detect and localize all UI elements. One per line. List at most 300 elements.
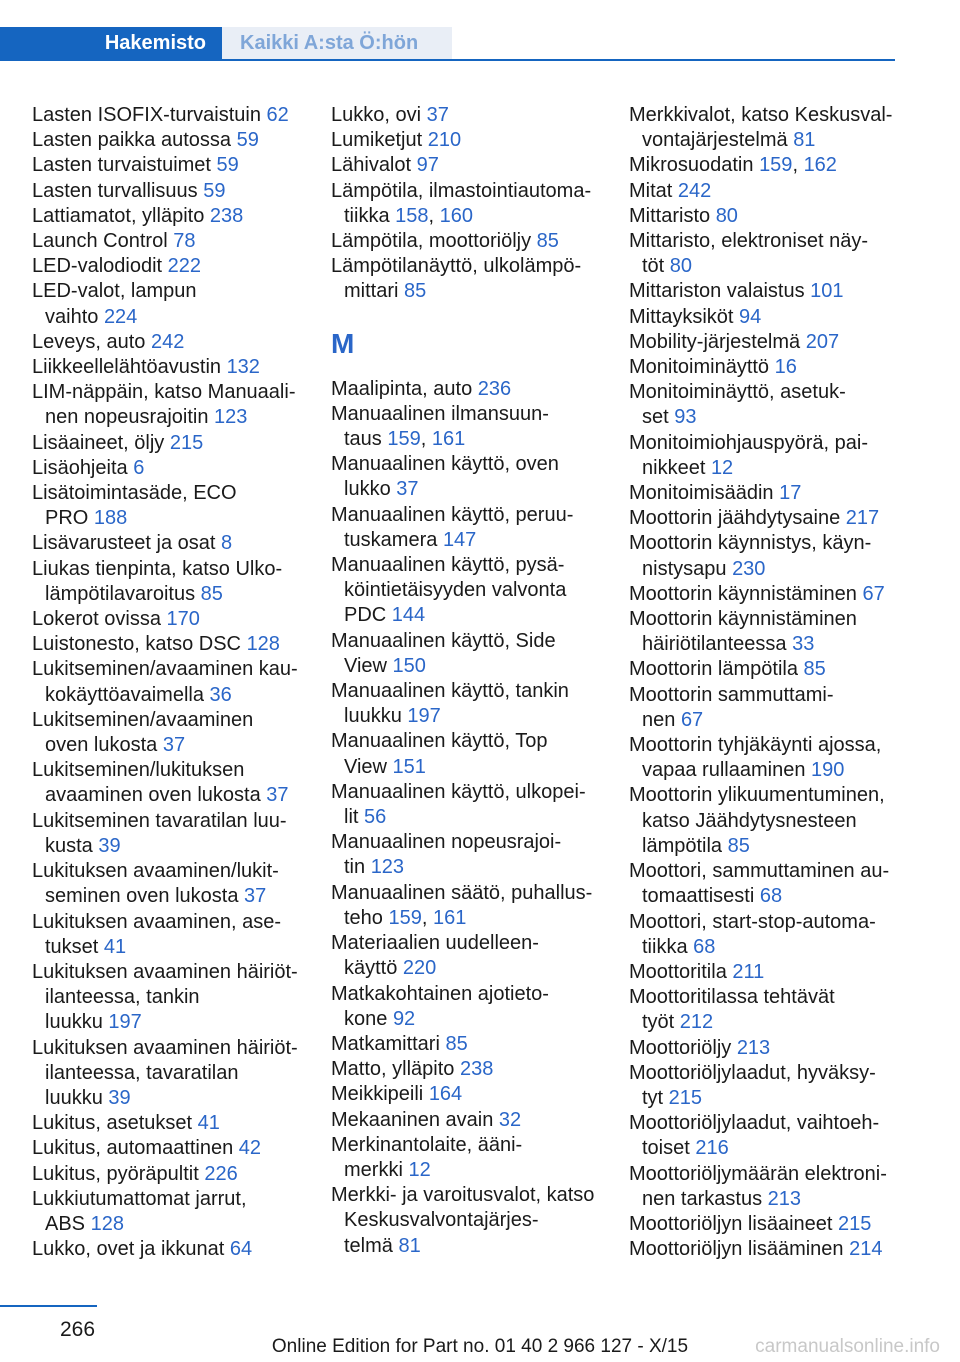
- index-entry-text: Matkakohtainen ajotieto-: [331, 982, 549, 1005]
- index-entry: [32, 153, 304, 178]
- index-entry: [32, 607, 304, 632]
- index-entry: [32, 279, 304, 329]
- index-entry-text: Moottoriöljyn lisääminen: [629, 1238, 850, 1261]
- index-entry: [629, 607, 901, 657]
- index-entry-text: Merkkivalot, katso Keskusval-: [629, 104, 893, 126]
- page-link[interactable]: 36: [209, 683, 232, 706]
- page-link[interactable]: 85: [536, 230, 559, 253]
- index-entry: [32, 254, 304, 279]
- index-entry: [32, 758, 304, 808]
- page-link[interactable]: 39: [108, 1086, 131, 1109]
- index-entry: [331, 402, 603, 452]
- index-entry: [32, 355, 304, 380]
- index-entry: [331, 1082, 603, 1107]
- index-entry-text: Monitoiminäyttö: [629, 356, 775, 379]
- page-link[interactable]: 224: [103, 305, 138, 328]
- index-entry-text: Moottorin jäähdytysaine: [629, 507, 846, 530]
- index-entry: [629, 531, 901, 581]
- tab-hakemisto[interactable]: Hakemisto: [0, 27, 222, 61]
- index-entry: [629, 279, 901, 304]
- index-entry-text: Mittaristo: [629, 204, 716, 227]
- index-entry-text: View: [344, 654, 393, 677]
- page-link[interactable]: 17: [779, 482, 802, 505]
- index-entry-text: Matto, ylläpito: [331, 1058, 460, 1081]
- index-entry-text: Lukituksen avaaminen, ase-: [32, 910, 282, 933]
- index-entry: [32, 531, 304, 556]
- index-entry-text: Lisätoimintasäde, ECO: [32, 482, 237, 505]
- page-link[interactable]: 85: [445, 1032, 468, 1055]
- page-link[interactable]: 8: [221, 532, 233, 555]
- page-separator: ,: [428, 204, 440, 227]
- page-link[interactable]: 164: [428, 1083, 463, 1106]
- page-link[interactable]: 161: [432, 906, 467, 929]
- index-entry: [629, 506, 901, 531]
- index-entry-text: View: [344, 755, 393, 778]
- index-entry-text: Mittayksiköt: [629, 305, 740, 328]
- index-entry-text: Lukitus, pyöräpultit: [32, 1162, 205, 1185]
- index-entry-text: Lumiketjut: [331, 129, 428, 152]
- index-entry-text: Lisäaineet, öljy: [32, 431, 170, 454]
- page-link[interactable]: 32: [498, 1108, 522, 1131]
- page-link[interactable]: 162: [803, 154, 837, 177]
- index-entry: [32, 380, 304, 430]
- index-entry: [629, 103, 901, 153]
- index-entry: [629, 179, 901, 204]
- page-link[interactable]: 215: [169, 431, 204, 454]
- index-entry-text: Keskusvalvontajärjes-: [344, 1209, 539, 1232]
- index-entry: [331, 229, 603, 254]
- page-link[interactable]: 85: [200, 582, 223, 605]
- index-entry: [331, 103, 603, 128]
- index-entry-text: Manuaalinen nopeusrajoi-: [331, 831, 562, 854]
- index-entry-text: Manuaalinen säätö, puhallus-: [331, 881, 593, 904]
- index-entry-text: luukku: [344, 705, 408, 728]
- index-entry-text: lämpötila: [642, 834, 728, 857]
- index-entry: [331, 153, 603, 178]
- index-entry-text: Lukitus, asetukset: [32, 1112, 198, 1135]
- page-link[interactable]: 93: [674, 406, 697, 429]
- index-entry: [32, 1187, 304, 1237]
- page-link[interactable]: 37: [266, 784, 289, 807]
- page-link[interactable]: 37: [244, 885, 267, 908]
- index-entry: [331, 503, 603, 553]
- page-link[interactable]: 6: [133, 456, 145, 479]
- tab-kaikki-a-o[interactable]: Kaikki A:sta Ö:hön: [222, 27, 452, 61]
- page-link[interactable]: 80: [669, 255, 693, 278]
- page-link[interactable]: 81: [793, 129, 816, 152]
- index-entry-text: nen tarkastus: [642, 1187, 768, 1210]
- index-entry-text: ABS: [45, 1212, 91, 1235]
- index-entry-text: ilanteessa, tavaratilan: [45, 1061, 239, 1084]
- page-link[interactable]: 42: [238, 1137, 262, 1160]
- index-entry-text: työt: [642, 1011, 680, 1034]
- index-entry: [331, 830, 603, 880]
- index-entry: [331, 1133, 603, 1183]
- index-entry-text: Leveys, auto: [32, 330, 151, 353]
- index-entry-text: lit: [344, 806, 364, 829]
- page-link[interactable]: 101: [810, 280, 844, 303]
- page-link[interactable]: 39: [98, 834, 121, 857]
- index-entry: [32, 456, 304, 481]
- watermark: carmanualsonline.info: [755, 1336, 940, 1357]
- index-entry: [32, 1036, 304, 1112]
- page-link[interactable]: 62: [266, 104, 289, 126]
- index-entry-text: Manuaalinen käyttö, oven: [331, 453, 559, 476]
- index-entry: [629, 431, 901, 481]
- page-link[interactable]: 210: [427, 129, 462, 152]
- index-entry-text: Manuaalinen käyttö, pysä-: [331, 554, 565, 577]
- page-link[interactable]: 222: [167, 255, 201, 278]
- index-entry: [32, 859, 304, 909]
- index-column-3: [629, 103, 901, 1262]
- page-link[interactable]: 151: [392, 755, 426, 778]
- index-entry: [629, 783, 901, 859]
- index-entry: [32, 330, 304, 355]
- page-link[interactable]: 33: [792, 633, 815, 656]
- index-entry-text: mittari: [344, 280, 404, 303]
- index-entry: [32, 204, 304, 229]
- index-entry-text: Mekaaninen avain: [331, 1108, 499, 1131]
- page-link[interactable]: 85: [803, 658, 826, 681]
- page-link[interactable]: 207: [805, 330, 840, 353]
- index-entry-text: Manuaalinen käyttö, Top: [331, 730, 548, 753]
- page-link[interactable]: 59: [216, 154, 239, 177]
- index-entry: [32, 557, 304, 607]
- index-entry-text: Moottoriöljy: [629, 1036, 737, 1059]
- index-entry: [629, 1212, 901, 1237]
- index-entry-text: Lukitus, automaattinen: [32, 1137, 239, 1160]
- index-entry-text: häiriötilanteessa: [642, 633, 793, 656]
- page-link[interactable]: 211: [732, 960, 765, 983]
- index-entry-text: seminen oven lukosta: [45, 885, 245, 908]
- page-link[interactable]: 59: [236, 129, 259, 152]
- index-entry-text: töt: [642, 255, 670, 278]
- index-entry-text: kokäyttöavaimella: [45, 683, 210, 706]
- page-link[interactable]: 37: [396, 478, 419, 501]
- page-link[interactable]: 128: [90, 1212, 124, 1235]
- page-link[interactable]: 160: [439, 204, 473, 227]
- index-entry: [32, 103, 304, 128]
- index-entry-text: Lämpötilanäyttö, ulkolämpö-: [331, 255, 582, 278]
- index-column-2: [331, 103, 603, 1259]
- index-entry-text: käyttö: [344, 957, 403, 980]
- page-link[interactable]: 132: [226, 356, 260, 379]
- page-link[interactable]: 190: [811, 759, 845, 782]
- index-entry-text: vontajärjestelmä: [642, 129, 794, 152]
- index-entry-text: taus: [344, 428, 388, 451]
- page-link[interactable]: 144: [391, 604, 426, 627]
- index-entry-text: Moottoritilassa tehtävät: [629, 986, 835, 1009]
- page-separator: ,: [792, 154, 804, 177]
- index-entry-text: telmä: [344, 1234, 399, 1257]
- page-link[interactable]: 159: [759, 154, 793, 177]
- index-entry-text: LIM-näppäin, katso Manuaali-: [32, 381, 296, 404]
- index-entry-text: Liukas tienpinta, katso Ulko-: [32, 557, 283, 580]
- page-link[interactable]: 242: [677, 179, 712, 202]
- page-link[interactable]: 217: [845, 507, 880, 530]
- index-entry-text: Manuaalinen käyttö, peruu-: [331, 503, 574, 526]
- index-entry: [331, 1032, 603, 1057]
- page-link[interactable]: 64: [229, 1238, 253, 1261]
- index-entry-text: ilanteessa, tankin: [45, 986, 200, 1009]
- page-link[interactable]: 242: [150, 330, 185, 353]
- index-entry: [331, 1108, 603, 1133]
- index-entry: [331, 881, 603, 931]
- page-link[interactable]: 159: [387, 428, 421, 451]
- page-link[interactable]: 213: [736, 1036, 771, 1059]
- index-entry-text: Lasten turvaistuimet: [32, 154, 217, 177]
- index-entry-text: Mitat: [629, 179, 678, 202]
- index-entry-text: Manuaalinen ilmansuun-: [331, 402, 549, 425]
- index-entry-text: PDC: [344, 604, 392, 627]
- index-entry-text: Lukko, ovi: [331, 104, 427, 126]
- index-entry-text: Materiaalien uudelleen-: [331, 932, 539, 955]
- page-link[interactable]: 128: [246, 633, 280, 656]
- index-entry-text: Lähivalot: [331, 154, 417, 177]
- index-entry: [629, 859, 901, 909]
- edition-note: Online Edition for Part no. 01 40 2 966 127 - X/15: [271, 1336, 689, 1357]
- index-entry: [331, 377, 603, 402]
- page-link[interactable]: 81: [398, 1234, 421, 1257]
- index-entry: [629, 380, 901, 430]
- index-entry: [629, 985, 901, 1035]
- index-entry: [629, 355, 901, 380]
- index-entry-text: avaaminen oven lukosta: [45, 784, 267, 807]
- index-entry-text: teho: [344, 906, 389, 929]
- index-entry-text: Manuaalinen käyttö, Side: [331, 629, 556, 652]
- index-entry-text: LED-valot, lampun: [32, 280, 197, 303]
- page-link[interactable]: 226: [204, 1162, 238, 1185]
- index-entry-text: Matkamittari: [331, 1032, 446, 1055]
- index-entry-text: oven lukosta: [45, 734, 163, 757]
- index-entry-text: Moottoriöljyn lisäaineet: [629, 1212, 838, 1235]
- index-entry: [32, 960, 304, 1036]
- index-entry: [331, 179, 603, 229]
- page-link[interactable]: 12: [408, 1158, 431, 1181]
- page-link[interactable]: 94: [739, 305, 762, 328]
- index-entry-text: Lisäohjeita: [32, 456, 134, 479]
- index-entry: [331, 553, 603, 629]
- index-entry: [331, 729, 603, 779]
- index-entry-text: Monitoimisäädin: [629, 482, 780, 505]
- page-link[interactable]: 78: [173, 230, 196, 253]
- index-entry: [331, 128, 603, 153]
- index-entry-text: toiset: [642, 1137, 696, 1160]
- page-separator: ,: [420, 428, 432, 451]
- page-link[interactable]: 216: [695, 1137, 729, 1160]
- index-entry: [331, 982, 603, 1032]
- page-link[interactable]: 147: [442, 528, 477, 551]
- index-entry-text: Lukitseminen/avaaminen: [32, 708, 254, 731]
- index-entry-text: Lukituksen avaaminen häiriöt-: [32, 1036, 298, 1059]
- header-rule: [0, 59, 895, 61]
- index-entry: [629, 960, 901, 985]
- index-entry-text: Moottori, start-stop-automa-: [629, 910, 876, 933]
- index-entry: [629, 229, 901, 279]
- index-entry-text: Lukitseminen tavaratilan luu-: [32, 809, 287, 832]
- page-number: 266: [60, 1318, 96, 1341]
- page-link[interactable]: 214: [849, 1238, 883, 1261]
- index-entry-text: Moottorin käynnistäminen: [629, 608, 857, 631]
- page-link[interactable]: 170: [166, 608, 200, 631]
- index-entry: [629, 582, 901, 607]
- index-entry-text: Moottoriöljymäärän elektroni-: [629, 1162, 887, 1185]
- index-entry: [331, 931, 603, 981]
- index-entry-text: Lämpötila, moottoriöljy: [331, 230, 537, 253]
- index-entry-text: Liikkeellelähtöavustin: [32, 356, 227, 379]
- page-link[interactable]: 213: [767, 1187, 801, 1210]
- index-entry-text: tomaattisesti: [642, 885, 760, 908]
- index-entry-text: Lisävarusteet ja osat: [32, 532, 221, 555]
- index-entry: [32, 910, 304, 960]
- page-link[interactable]: 37: [162, 734, 186, 757]
- index-entry-text: Moottoritila: [629, 960, 733, 983]
- index-entry-text: Lukituksen avaaminen/lukit-: [32, 860, 279, 883]
- index-entry-text: Manuaalinen käyttö, tankin: [331, 680, 569, 703]
- index-entry: [32, 179, 304, 204]
- index-entry-text: Lukitseminen/avaaminen kau-: [32, 658, 298, 681]
- page-link[interactable]: 123: [214, 406, 248, 429]
- index-entry: [629, 1237, 901, 1262]
- index-entry-text: nikkeet: [642, 456, 711, 479]
- index-entry-text: Launch Control: [32, 230, 174, 253]
- index-entry-text: Meikkipeili: [331, 1083, 429, 1106]
- index-entry: [331, 780, 603, 830]
- index-entry-text: Lämpötila, ilmastointiautoma-: [331, 179, 592, 202]
- page-link[interactable]: 16: [774, 356, 797, 379]
- page-link[interactable]: 159: [388, 906, 422, 929]
- index-entry-text: Lukituksen avaaminen häiriöt-: [32, 960, 298, 983]
- page-link[interactable]: 212: [679, 1011, 714, 1034]
- index-entry-text: tiikka: [642, 935, 694, 958]
- index-column-1: [32, 103, 304, 1262]
- page-link[interactable]: 80: [715, 204, 738, 227]
- index-entry-text: Lasten turvallisuus: [32, 179, 204, 202]
- page-link[interactable]: 238: [209, 204, 244, 227]
- index-entry-text: Moottorin käynnistys, käyn-: [629, 532, 872, 555]
- index-entry: [32, 229, 304, 254]
- index-entry-text: katso Jäähdytysnesteen: [642, 809, 857, 832]
- page-link[interactable]: 188: [93, 507, 128, 530]
- index-entry-text: PRO: [45, 507, 94, 530]
- page-separator: ,: [421, 906, 433, 929]
- index-entry-text: kusta: [45, 834, 99, 857]
- page-link[interactable]: 68: [693, 935, 716, 958]
- section-letter: M: [331, 327, 355, 359]
- page-link[interactable]: 41: [103, 935, 127, 958]
- page-link[interactable]: 56: [364, 806, 387, 829]
- page-link[interactable]: 158: [395, 204, 429, 227]
- index-entry: [331, 1057, 603, 1082]
- page-link[interactable]: 97: [416, 154, 439, 177]
- page-link[interactable]: 161: [431, 428, 466, 451]
- index-entry-text: Moottorin käynnistäminen: [629, 582, 863, 605]
- index-entry-text: Lukkiutumattomat jarrut,: [32, 1187, 247, 1210]
- index-entry-text: LED-valodiodit: [32, 255, 168, 278]
- index-entry: [629, 1061, 901, 1111]
- page-link[interactable]: 37: [426, 104, 449, 126]
- index-entry: [331, 452, 603, 502]
- index-entry: [32, 708, 304, 758]
- page-link[interactable]: 67: [862, 582, 885, 605]
- index-entry: [629, 657, 901, 682]
- index-entry-text: merkki: [344, 1158, 409, 1181]
- page-link[interactable]: 230: [732, 557, 766, 580]
- page-link[interactable]: 236: [477, 377, 512, 400]
- footer-rule: [0, 1305, 97, 1307]
- index-entry: [629, 910, 901, 960]
- index-entry: [32, 1111, 304, 1136]
- index-entry: [629, 683, 901, 733]
- index-entry: [629, 153, 901, 178]
- index-entry-text: luukku: [45, 1086, 109, 1109]
- index-entry-text: Lasten paikka autossa: [32, 129, 237, 152]
- page-link[interactable]: 220: [402, 957, 437, 980]
- index-entry-text: set: [642, 406, 675, 429]
- page-link[interactable]: 59: [203, 179, 226, 202]
- index-entry-text: vapaa rullaaminen: [642, 759, 811, 782]
- index-entry-text: Mikrosuodatin: [629, 154, 760, 177]
- index-entry-text: tyt: [642, 1086, 669, 1109]
- index-entry-text: Lukko, ovet ja ikkunat: [32, 1238, 230, 1261]
- page-link[interactable]: 197: [407, 705, 441, 728]
- page-link[interactable]: 12: [710, 456, 734, 479]
- index-entry-text: Mittariston valaistus: [629, 280, 811, 303]
- index-entry-text: luukku: [45, 1011, 109, 1034]
- index-entry: [32, 481, 304, 531]
- index-entry-text: Lattiamatot, ylläpito: [32, 204, 210, 227]
- index-entry-text: Maalipinta, auto: [331, 377, 478, 400]
- index-entry: [32, 657, 304, 707]
- index-entry-text: Moottorin lämpötila: [629, 658, 804, 681]
- index-entry: [331, 679, 603, 729]
- page-link[interactable]: 238: [459, 1058, 494, 1081]
- index-entry-text: lämpötilavaroitus: [45, 582, 201, 605]
- index-entry: [331, 629, 603, 679]
- page-link[interactable]: 92: [392, 1007, 416, 1030]
- index-entry-text: tukset: [45, 935, 104, 958]
- index-entry-text: Monitoiminäyttö, asetuk-: [629, 381, 846, 404]
- page-link[interactable]: 67: [680, 708, 704, 731]
- index-entry: [629, 733, 901, 783]
- index-entry-text: Moottori, sammuttaminen au-: [629, 860, 890, 883]
- index-entry-text: Lukitseminen/lukituksen: [32, 759, 245, 782]
- index-entry-text: vaihto: [45, 305, 104, 328]
- index-entry: [629, 330, 901, 355]
- page-link[interactable]: 215: [668, 1086, 703, 1109]
- page-link[interactable]: 215: [838, 1212, 872, 1235]
- page-link[interactable]: 85: [727, 834, 750, 857]
- index-entry-text: Mobility-järjestelmä: [629, 330, 806, 353]
- index-entry: [32, 1162, 304, 1187]
- index-entry: [32, 128, 304, 153]
- index-entry-text: Monitoimiohjauspyörä, pai-: [629, 431, 869, 454]
- index-entry: [32, 431, 304, 456]
- page-link[interactable]: 68: [759, 885, 783, 908]
- page-link[interactable]: 41: [197, 1112, 220, 1135]
- page-link[interactable]: 150: [392, 654, 426, 677]
- page-link[interactable]: 85: [404, 280, 427, 303]
- index-entry: [629, 305, 901, 330]
- page-link[interactable]: 197: [108, 1011, 142, 1034]
- index-entry-text: kone: [344, 1007, 393, 1030]
- index-entry-text: tin: [344, 856, 371, 879]
- index-entry-text: Manuaalinen käyttö, ulkopei-: [331, 780, 586, 803]
- index-entry: [32, 1136, 304, 1161]
- page-link[interactable]: 123: [370, 856, 405, 879]
- index-entry: [629, 1162, 901, 1212]
- index-entry: [331, 254, 603, 304]
